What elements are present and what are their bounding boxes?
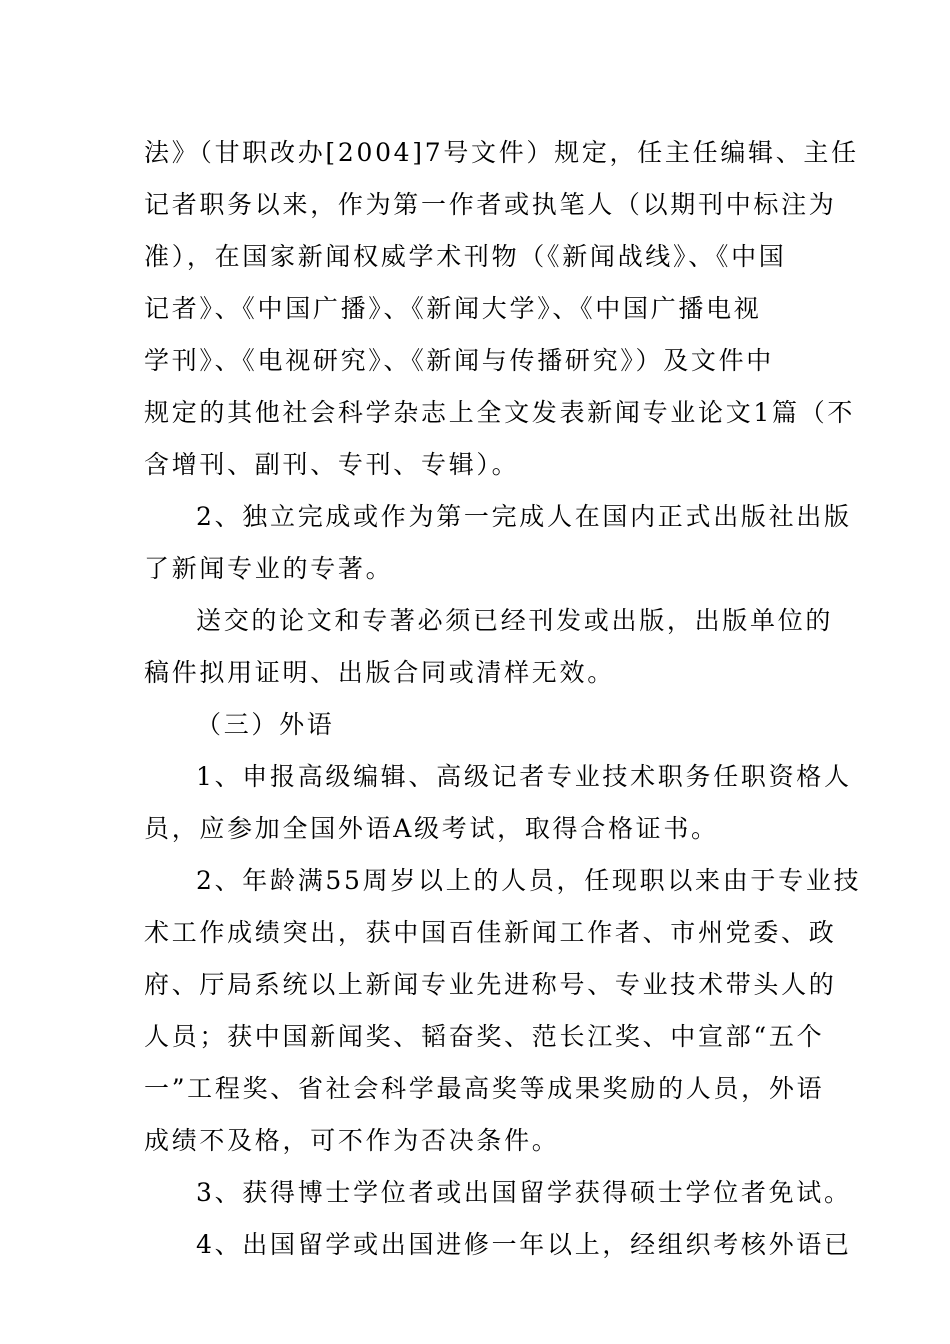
text-line: 稿件拟用证明、出版合同或清样无效。 bbox=[144, 658, 615, 687]
text-line: 员，应参加全国外语A级考试，取得合格证书。 bbox=[144, 814, 719, 843]
text-line: 一”工程奖、省社会科学最高奖等成果奖励的人员，外语 bbox=[144, 1074, 825, 1103]
paragraph-start-line: 3、获得博士学位者或出国留学获得硕士学位者免试。 bbox=[196, 1178, 852, 1207]
paragraph-start-line: 2、年龄满55周岁以上的人员，任现职以来由于专业技 bbox=[196, 866, 862, 895]
text-line: 学刊》、《电视研究》、《新闻与传播研究》）及文件中 bbox=[144, 346, 775, 375]
paragraph-start-line: 送交的论文和专著必须已经刊发或出版，出版单位的 bbox=[196, 606, 834, 635]
text-line: 规定的其他社会科学杂志上全文发表新闻专业论文1篇（不 bbox=[144, 398, 856, 427]
text-line: 成绩不及格，可不作为否决条件。 bbox=[144, 1126, 560, 1155]
paragraph-start-line: 4、出国留学或出国进修一年以上，经组织考核外语已 bbox=[196, 1230, 852, 1259]
text-line: 了新闻专业的专著。 bbox=[144, 554, 394, 583]
section-heading: （三）外语 bbox=[196, 710, 335, 739]
text-line: 法》（甘职改办[2004]7号文件）规定，任主任编辑、主任 bbox=[144, 138, 859, 167]
text-line: 记者职务以来，作为第一作者或执笔人（以期刊中标注为 bbox=[144, 190, 837, 219]
text-line: 人员；获中国新闻奖、韬奋奖、范长江奖、中宣部“五个 bbox=[144, 1022, 825, 1051]
paragraph-start-line: 1、申报高级编辑、高级记者专业技术职务任职资格人 bbox=[196, 762, 852, 791]
paragraph-start-line: 2、独立完成或作为第一完成人在国内正式出版社出版 bbox=[196, 502, 852, 531]
text-line: 准），在国家新闻权威学术刊物（《新闻战线》、《中国 bbox=[144, 242, 787, 271]
text-line: 含增刊、副刊、专刊、专辑）。 bbox=[144, 450, 520, 479]
text-line: 记者》、《中国广播》、《新闻大学》、《中国广播电视 bbox=[144, 294, 762, 323]
text-line: 府、厅局系统以上新闻专业先进称号、专业技术带头人的 bbox=[144, 970, 837, 999]
text-line: 术工作成绩突出，获中国百佳新闻工作者、市州党委、政 bbox=[144, 918, 837, 947]
